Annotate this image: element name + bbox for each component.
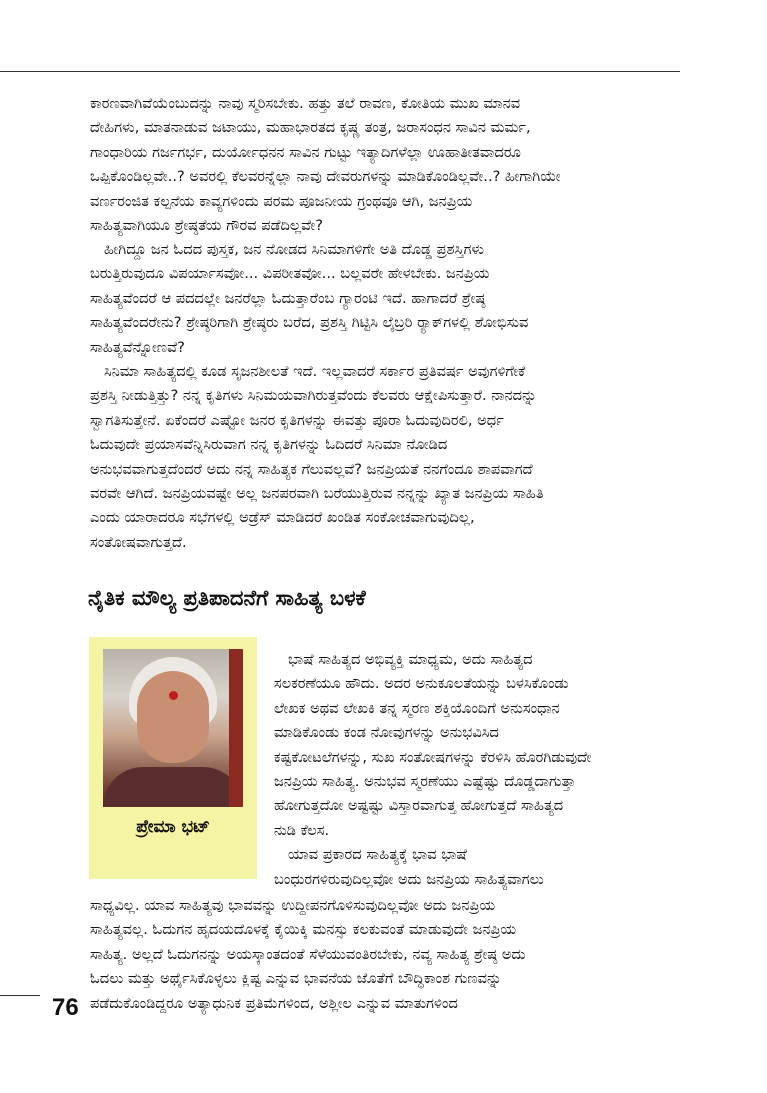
photo-background-strip: [229, 649, 243, 807]
text-line: ವರ್ಣರಂಜಿತ ಕಲ್ಪನೆಯ ಕಾವ್ಯಗಳಿಂದು ಪರಮ ಪೂಜನೀಯ ಗ್ರಂಥವೂ ಆಗಿ, ಜನಪ್ರಿಯ: [90, 192, 473, 210]
page-number-rule: [0, 995, 40, 996]
text-line: ಎಂದು ಯಾರಾದರೂ ಸಭೆಗಳಲ್ಲಿ ಅಡ್ರೆಸ್ ಮಾಡಿದರೆ ಖಂಡಿತ ಸಂಕೋಚವಾಗುವುದಿಲ್ಲ,: [90, 509, 475, 527]
text-line: ಹೋಗುತ್ತದೋ ಅಷ್ಟಷ್ಟು ವಿಸ್ತಾರವಾಗುತ್ತ ಹೋಗುತ್ತದೆ ಸಾಹಿತ್ಯದ: [274, 797, 564, 815]
text-line: ಭಾಷೆ ಸಾಹಿತ್ಯದ ಅಭಿವ್ಯಕ್ತಿ ಮಾಧ್ಯಮ, ಅದು ಸಾಹಿತ್ಯದ: [288, 651, 533, 668]
photo-shoulders: [103, 767, 243, 807]
text-line: ಸಿನಿಮಾ ಸಾಹಿತ್ಯದಲ್ಲಿ ಕೂಡ ಸೃಜನಶೀಲತೆ ಇದೆ. ಇಲ್ಲವಾದರೆ ಸರ್ಕಾರ ಪ್ರತಿವರ್ಷ ಅವುಗಳಿಗೇಕೆ: [104, 363, 526, 380]
page-number: 76: [52, 994, 79, 1021]
text-line: ಪಡೆದುಕೊಂಡಿದ್ದರೂ ಅತ್ಯಾಧುನಿಕ ಪ್ರತಿಮೆಗಳಿಂದ, ಅಶ್ಲೀಲ ಎನ್ನುವ ಮಾತುಗಳಿಂದ: [90, 994, 458, 1012]
text-line: ಸಂತೋಷವಾಗುತ್ತದೆ.: [90, 533, 187, 551]
paragraph-5: [90, 894, 680, 1016]
text-line: ಒಪ್ಪಿಕೊಂಡಿಲ್ಲವೇ..? ಅವರಲ್ಲಿ ಕೆಲವರನ್ನೆಲ್ಲಾ ನಾವು ದೇವರುಗಳನ್ನು ಮಾಡಿಕೊಂಡಿಲ್ಲವೇ..? ಹೀಗಾಗಿಯೇ: [90, 168, 561, 186]
author-photo: [103, 649, 243, 807]
paragraph-1: [90, 92, 680, 238]
text-line: ಸಾಧ್ಯವಿಲ್ಲ. ಯಾವ ಸಾಹಿತ್ಯವು ಭಾವವನ್ನು ಉದ್ದೀಪನಗೊಳಿಸುವುದಿಲ್ಲವೋ ಅದು ಜನಪ್ರಿಯ: [90, 897, 496, 914]
text-line: ಗಾಂಧಾರಿಯ ಗರ್ಜಗರ್ಭ, ದುರ್ಯೋಧನನ ಸಾವಿನ ಗುಟ್ಟು ಇತ್ಯಾದಿಗಳೆಲ್ಲಾ ಊಹಾತೀತವಾದರೂ: [90, 143, 521, 161]
text-line: ಲೇಖಕ ಅಥವ ಲೇಖಕಿ ತನ್ನ ಸ್ಮರಣ ಶಕ್ತಿಯೊಂದಿಗೆ ಅನುಸಂಧಾನ: [274, 699, 560, 717]
paragraph-3: [90, 360, 680, 555]
photo-face: [137, 671, 209, 763]
text-line: ಬಂಧುರಗಳಿರುವುದಿಲ್ಲವೋ ಅದು ಜನಪ್ರಿಯ ಸಾಹಿತ್ಯವಾಗಲು: [274, 870, 544, 888]
text-line: ಮಾಡಿಕೊಂಡು ಕಂಡ ನೋವುಗಳನ್ನು ಅನುಭವಿಸಿದ: [274, 724, 499, 742]
text-line: ಬರುತ್ತಿರುವುದೂ ವಿಪರ್ಯಾಸವೋ... ವಿಪರೀತವೋ... ಬಲ್ಲವರೇ ಹೇಳಬೇಕು. ಜನಪ್ರಿಯ: [90, 265, 490, 283]
text-line: ವರವೇ ಆಗಿದೆ. ಜನಪ್ರಿಯವಷ್ಟೇ ಅಲ್ಲ ಜನಪರವಾಗಿ ಬರೆಯುತ್ತಿರುವ ನನ್ನನ್ನು ಖ್ಯಾತ ಜನಪ್ರಿಯ ಸಾಹಿತಿ: [90, 484, 544, 502]
section-heading: ನೈತಿಕ ಮೌಲ್ಯ ಪ್ರತಿಪಾದನೆಗೆ ಸಾಹಿತ್ಯ ಬಳಕೆ: [88, 586, 366, 610]
text-line: ಹೀಗಿದ್ದೂ ಜನ ಓದದ ಪುಸ್ತಕ, ಜನ ನೋಡದ ಸಿನಿಮಾಗಳಿಗೇ ಅತಿ ದೊಡ್ಡ ಪ್ರಶಸ್ತಿಗಳು: [104, 241, 485, 258]
text-line: ಸಾಹಿತ್ಯವೆಂದರೇನು? ಶ್ರೇಷ್ಠರಿಗಾಗಿ ಶ್ರೇಷ್ಠರು ಬರೆದ, ಪ್ರಶಸ್ತಿ ಗಿಟ್ಟಿಸಿ ಲೈಬ್ರರಿ ರ‍್ಯಾಕ್‌ಗಳಲ್ಲಿ ಶೋಭಿಸುವ: [90, 314, 529, 332]
photo-bindi: [169, 691, 178, 700]
top-rule: [0, 71, 680, 72]
text-line: ಓದಲು ಮತ್ತು ಅರ್ಥೈಸಿಕೊಳ್ಳಲು ಕ್ಲಿಷ್ಟ ಎನ್ನುವ ಭಾವನೆಯ ಜೊತೆಗೆ ಬೌದ್ಧಿಕಾಂಶ ಗುಣವನ್ನು: [90, 970, 502, 988]
author-photo-box: [89, 637, 257, 879]
text-line: ಕಷ್ಟಕೋಟಲೆಗಳನ್ನು, ಸುಖ ಸಂತೋಷಗಳನ್ನು ಕೆರಳಿಸಿ ಹೊರಗಿಡುವುದೇ: [274, 748, 592, 766]
text-line: ಸಾಹಿತ್ಯವಲ್ಲ. ಓದುಗನ ಹೃದಯದೊಳಕ್ಕೆ ಕೈಯಿಕ್ಕಿ ಮನಸ್ಸು ಕಲಕುವಂತೆ ಮಾಡುವುದೇ ಜನಪ್ರಿಯ: [90, 921, 517, 939]
author-name: ಪ್ರೇಮಾ ಭಟ್: [136, 817, 210, 837]
paragraph-4: [274, 648, 680, 892]
text-line: ಸಲಕರಣೆಯೂ ಹೌದು. ಅದರ ಅನುಕೂಲತೆಯನ್ನು ಬಳಸಿಕೊಂಡು: [274, 675, 569, 693]
text-line: ಅನುಭವವಾಗುತ್ತದೆಂದರೆ ಅದು ನನ್ನ ಸಾಹಿತ್ಯಕ ಗೆಲುವಲ್ಲವೆ? ಜನಪ್ರಿಯತೆ ನನಗೆಂದೂ ಶಾಪವಾಗದೆ: [90, 460, 533, 478]
text-line: ಓದುವುದೇ ಪ್ರಯಾಸವೆನ್ನಿಸಿರುವಾಗ ನನ್ನ ಕೃತಿಗಳನ್ನು ಓದಿದರೆ ಸಿನಿಮಾ ನೋಡಿದ: [90, 436, 448, 454]
text-line: ಜನಪ್ರಿಯ ಸಾಹಿತ್ಯ. ಅನುಭವ ಸ್ಮರಣೆಯು ಎಷ್ಟೆಷ್ಟು ದೊಡ್ಡದಾಗುತ್ತಾ: [274, 772, 576, 790]
text-line: ಸಾಹಿತ್ಯ. ಅಲ್ಲದೆ ಓದುಗನನ್ನು ಅಯಸ್ಕಾಂತದಂತೆ ಸೆಳೆಯುವಂತಿರಬೇಕು, ನವ್ಯ ಸಾಹಿತ್ಯ ಶ್ರೇಷ್ಠ ಅದು: [90, 945, 526, 963]
text-line: ದೇಹಿಗಳು, ಮಾತನಾಡುವ ಜಟಾಯು, ಮಹಾಭಾರತದ ಕೃಷ್ಣ ತಂತ್ರ, ಜರಾಸಂಧನ ಸಾವಿನ ಮರ್ಮ,: [90, 119, 531, 137]
text-line: ಯಾವ ಪ್ರಕಾರದ ಸಾಹಿತ್ಯಕ್ಕೆ ಭಾವ ಭಾಷೆ: [288, 846, 467, 864]
text-line: ಸಾಹಿತ್ಯವೆಂದರೆ ಆ ಪದದಲ್ಲೇ ಜನರೆಲ್ಲಾ ಓದುತ್ತಾರೆಂಬ ಗ್ಯಾರಂಟಿ ಇದೆ. ಹಾಗಾದರೆ ಶ್ರೇಷ್ಠ: [90, 289, 486, 307]
text-line: ನುಡಿ ಕೆಲಸ.: [274, 821, 330, 839]
text-line: ಕಾರಣವಾಗಿವೆಯೆಂಬುದನ್ನು ನಾವು ಸ್ಮರಿಸಬೇಕು. ಹತ್ತು ತಲೆ ರಾವಣ, ಕೋತಿಯ ಮುಖ ಮಾನವ: [90, 95, 521, 112]
text-line: ಸಾಹಿತ್ಯವೆನ್ನೋಣವೆ?: [90, 338, 185, 356]
text-line: ಸಾಹಿತ್ಯವಾಗಿಯೂ ಶ್ರೇಷ್ಠತೆಯ ಗೌರವ ಪಡೆದಿಲ್ಲವೇ?: [90, 216, 324, 234]
text-line: ಪ್ರಶಸ್ತಿ ನೀಡುತ್ತಿತ್ತು? ನನ್ನ ಕೃತಿಗಳು ಸಿನಿಮಯವಾಗಿರುತ್ತವೆಂದು ಕೆಲವರು ಆಕ್ಷೇಪಿಸುತ್ತಾರೆ. ನಾನದನ್ನು: [90, 387, 537, 405]
text-line: ಸ್ವಾಗತಿಸುತ್ತೇನೆ. ಏಕೆಂದರೆ ಎಷ್ಟೋ ಜನರ ಕೃತಿಗಳನ್ನು ಈವತ್ತು ಪೂರಾ ಓದುವುದಿರಲಿ, ಅರ್ಧ: [90, 411, 504, 429]
paragraph-2: [90, 238, 680, 360]
